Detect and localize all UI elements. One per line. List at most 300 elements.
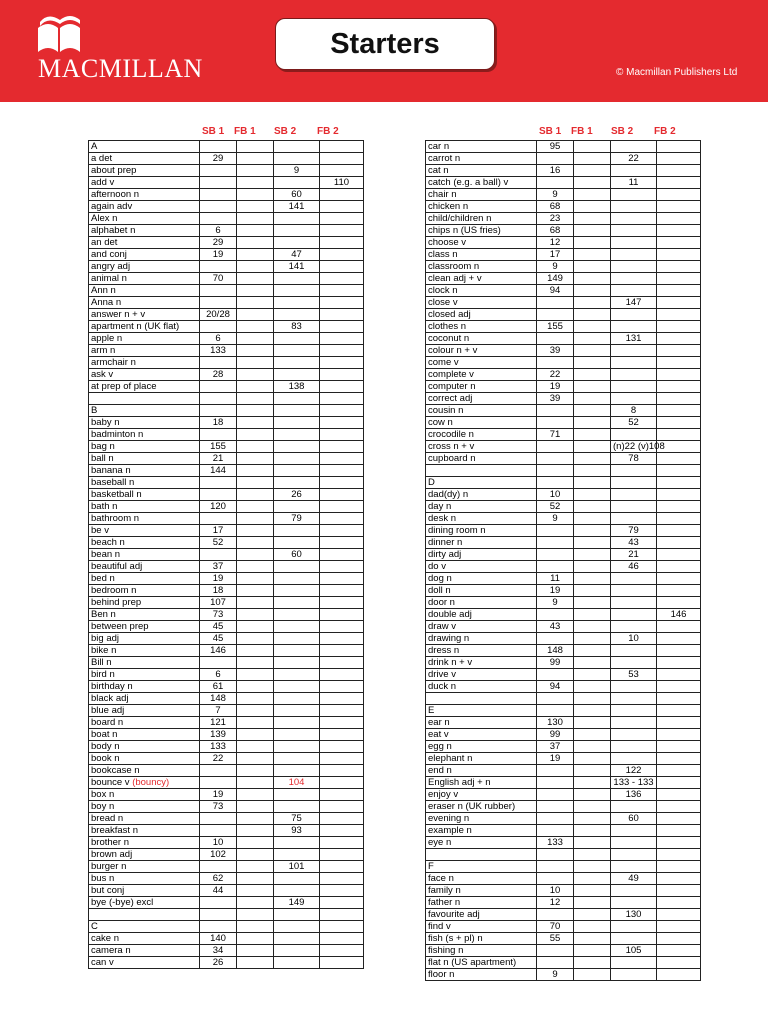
sb1-cell [200,513,237,525]
word-cell: board n [89,717,200,729]
sb2-cell [274,621,320,633]
table-row [89,669,364,681]
fb2-cell [320,189,364,201]
sb1-cell: 21 [200,453,237,465]
word-cell: Anna n [89,297,200,309]
word-cell: clean adj + v [426,273,537,285]
word-cell: bag n [89,441,200,453]
table-row [89,801,364,813]
fb1-cell [237,657,274,669]
fb1-cell [574,177,611,189]
sb1-cell: 10 [200,837,237,849]
word-cell: F [426,861,537,873]
sb2-cell: 49 [611,873,657,885]
sb1-cell: 55 [537,933,574,945]
word-cell: banana n [89,465,200,477]
sb2-cell: 26 [274,489,320,501]
fb1-cell [237,321,274,333]
word-cell: eat v [426,729,537,741]
word-cell: fishing n [426,945,537,957]
word-cell: dining room n [426,525,537,537]
word-cell: doll n [426,585,537,597]
sb2-cell [274,417,320,429]
table-row [426,669,701,681]
sb1-cell [537,537,574,549]
fb1-cell [237,885,274,897]
sb1-cell: 144 [200,465,237,477]
word-cell [426,465,537,477]
table-row [89,537,364,549]
table-row [89,777,364,789]
table-row [89,705,364,717]
sb1-cell [200,213,237,225]
sb2-cell [611,705,657,717]
fb1-cell [574,753,611,765]
fb1-cell [237,573,274,585]
fb1-cell [237,441,274,453]
fb1-cell [574,429,611,441]
fb1-cell [237,705,274,717]
word-cell: boy n [89,801,200,813]
sb2-cell [274,357,320,369]
book-pages-icon [36,16,106,56]
table-row [89,189,364,201]
word-cell: afternoon n [89,189,200,201]
fb2-cell [657,333,701,345]
sb1-cell: 99 [537,657,574,669]
fb2-cell [657,573,701,585]
fb1-cell [574,873,611,885]
table-row [89,381,364,393]
sb1-cell [537,825,574,837]
sb2-cell [274,873,320,885]
word-cell: drawing n [426,633,537,645]
word-cell: apple n [89,333,200,345]
table-row [89,861,364,873]
fb1-cell [574,609,611,621]
table-row [89,405,364,417]
table-row [426,333,701,345]
sb1-cell [200,909,237,921]
fb2-cell [657,777,701,789]
word-cell: an det [89,237,200,249]
fb1-cell [574,501,611,513]
sb2-cell [611,825,657,837]
sb2-cell [274,657,320,669]
fb1-cell [237,669,274,681]
word-cell: beach n [89,537,200,549]
sb1-cell [200,477,237,489]
sb1-cell: 133 [537,837,574,849]
sb2-cell: 133 - 133 [611,777,657,789]
word-cell: behind prep [89,597,200,609]
word-cell: drink n + v [426,657,537,669]
fb2-cell [657,501,701,513]
word-cell: cat n [426,165,537,177]
fb2-cell [657,309,701,321]
table-row [426,297,701,309]
table-row [426,453,701,465]
fb2-cell [657,153,701,165]
sb2-cell [611,681,657,693]
table-row [89,345,364,357]
macmillan-logo [36,16,203,86]
fb2-cell [320,297,364,309]
fb2-cell [657,921,701,933]
sb1-cell [200,381,237,393]
table-row [89,309,364,321]
fb1-cell [574,633,611,645]
table-row [426,897,701,909]
table-row [89,597,364,609]
table-row [426,357,701,369]
sb1-cell: 39 [537,393,574,405]
sb2-cell [274,585,320,597]
table-row [89,285,364,297]
table-row [426,525,701,537]
fb2-cell [657,657,701,669]
sb2-cell: 22 [611,153,657,165]
fb2-cell [657,669,701,681]
table-row [89,489,364,501]
sb1-cell: 130 [537,717,574,729]
word-cell: camera n [89,945,200,957]
fb2-cell [657,429,701,441]
fb2-cell [320,777,364,789]
sb1-cell: 45 [200,633,237,645]
sb1-cell: 19 [200,249,237,261]
fb2-cell [320,573,364,585]
fb2-cell [320,621,364,633]
sb2-cell [274,717,320,729]
fb1-cell [237,645,274,657]
fb2-cell [320,213,364,225]
word-cell: double adj [426,609,537,621]
sb1-cell [200,297,237,309]
sb1-cell [200,261,237,273]
word-cell: Ben n [89,609,200,621]
fb1-cell [237,429,274,441]
fb1-cell [574,585,611,597]
word-cell: beautiful adj [89,561,200,573]
fb2-cell [657,549,701,561]
fb2-cell [657,729,701,741]
sb2-cell [611,933,657,945]
fb1-cell [574,849,611,861]
sb1-cell [537,957,574,969]
word-cell: dad(dy) n [426,489,537,501]
word-cell: clock n [426,285,537,297]
sb1-cell [200,393,237,405]
fb2-cell [320,153,364,165]
word-cell: badminton n [89,429,200,441]
fb2-cell [320,561,364,573]
fb2-cell [320,141,364,153]
word-cell: come v [426,357,537,369]
col-header-sb1: SB 1 [202,126,225,137]
table-row [426,477,701,489]
sb1-cell: 107 [200,597,237,609]
fb2-cell [657,849,701,861]
fb1-cell [237,525,274,537]
fb2-cell [320,741,364,753]
sb1-cell: 99 [537,729,574,741]
sb2-cell [611,849,657,861]
sb2-cell [611,513,657,525]
sb2-cell [611,621,657,633]
fb2-cell [657,873,701,885]
word-cell: computer n [426,381,537,393]
word-cell: eye n [426,837,537,849]
table-row [426,417,701,429]
word-cell: brown adj [89,849,200,861]
sb2-cell [274,801,320,813]
fb2-cell [657,141,701,153]
fb2-cell [657,321,701,333]
sb2-cell [274,465,320,477]
fb2-cell [320,933,364,945]
fb1-cell [574,513,611,525]
fb1-cell [574,909,611,921]
word-cell: class n [426,249,537,261]
sb2-cell [274,153,320,165]
sb2-cell [611,381,657,393]
fb2-cell [320,729,364,741]
table-row [426,345,701,357]
table-row [89,933,364,945]
fb2-cell [657,417,701,429]
table-row [89,657,364,669]
table-row [89,885,364,897]
fb1-cell [237,309,274,321]
table-row [426,561,701,573]
sb2-cell [274,669,320,681]
table-row [89,453,364,465]
sb1-cell: 133 [200,345,237,357]
sb2-cell [274,765,320,777]
fb1-cell [574,441,611,453]
word-cell: chips n (US fries) [426,225,537,237]
fb2-cell [320,261,364,273]
sb2-cell: 21 [611,549,657,561]
sb1-cell: 148 [200,693,237,705]
word-cell: child/children n [426,213,537,225]
sb1-cell [537,453,574,465]
sb1-cell [200,813,237,825]
fb1-cell [574,369,611,381]
word-cell: colour n + v [426,345,537,357]
sb2-cell [274,633,320,645]
fb1-cell [574,489,611,501]
fb2-cell [657,717,701,729]
sb2-cell [274,573,320,585]
sb1-cell: 19 [537,585,574,597]
fb2-cell [320,909,364,921]
fb2-cell [657,357,701,369]
word-cell: bean n [89,549,200,561]
fb2-cell [320,489,364,501]
fb1-cell [237,789,274,801]
sb2-cell [274,945,320,957]
word-cell: complete v [426,369,537,381]
fb1-cell [574,465,611,477]
fb2-cell [320,537,364,549]
sb2-cell [611,309,657,321]
table-row [426,309,701,321]
table-row [426,549,701,561]
fb1-cell [574,741,611,753]
fb2-cell [320,921,364,933]
fb1-cell [574,717,611,729]
table-row [89,741,364,753]
sb2-cell [274,501,320,513]
sb2-cell: 43 [611,537,657,549]
word-cell: and conj [89,249,200,261]
fb1-cell [237,921,274,933]
sb1-cell [200,429,237,441]
table-row [426,369,701,381]
sb1-cell [537,801,574,813]
word-cell: baseball n [89,477,200,489]
fb2-cell [657,825,701,837]
table-row [89,873,364,885]
sb2-cell: 60 [611,813,657,825]
word-cell: ball n [89,453,200,465]
fb2-cell [657,585,701,597]
fb1-cell [237,273,274,285]
fb2-cell [320,897,364,909]
table-row [426,741,701,753]
fb2-cell [657,393,701,405]
fb1-cell [237,813,274,825]
sb2-cell [274,957,320,969]
table-row [426,921,701,933]
sb1-cell: 6 [200,333,237,345]
sb2-cell: 79 [611,525,657,537]
table-row [426,465,701,477]
sb1-cell [200,765,237,777]
table-row [89,645,364,657]
fb1-cell [574,345,611,357]
sb1-cell: 73 [200,801,237,813]
sb1-cell: 52 [200,537,237,549]
word-cell: classroom n [426,261,537,273]
sb2-cell: 130 [611,909,657,921]
fb1-cell [237,501,274,513]
fb2-cell [320,945,364,957]
sb1-cell [537,405,574,417]
word-cell: dirty adj [426,549,537,561]
sb2-cell [611,921,657,933]
fb1-cell [574,477,611,489]
word-cell: armchair n [89,357,200,369]
fb2-cell [657,813,701,825]
sb2-cell: 46 [611,561,657,573]
table-row [89,261,364,273]
sb2-cell [611,261,657,273]
word-cell [426,693,537,705]
sb1-cell [200,861,237,873]
sb1-cell: 71 [537,429,574,441]
table-row [426,873,701,885]
fb2-cell [320,309,364,321]
word-cell: find v [426,921,537,933]
sb2-cell [274,789,320,801]
word-cell: breakfast n [89,825,200,837]
sb1-cell: 17 [537,249,574,261]
fb2-cell [320,249,364,261]
sb1-cell [200,921,237,933]
fb1-cell [237,753,274,765]
fb2-cell [657,789,701,801]
fb1-cell [574,813,611,825]
word-cell: C [89,921,200,933]
sb1-cell: 12 [537,897,574,909]
sb1-cell [200,141,237,153]
sb2-cell [274,441,320,453]
fb1-cell [574,333,611,345]
sb2-cell [274,213,320,225]
sb1-cell [200,357,237,369]
fb1-cell [574,309,611,321]
word-cell: carrot n [426,153,537,165]
sb1-cell [537,609,574,621]
sb1-cell: 6 [200,225,237,237]
table-row [426,573,701,585]
fb2-cell [320,753,364,765]
col-header-fb2: FB 2 [654,126,676,137]
sb1-cell: 68 [537,201,574,213]
table-row [426,801,701,813]
sb1-cell: 37 [200,561,237,573]
fb1-cell [237,153,274,165]
fb2-cell [320,705,364,717]
word-cell: angry adj [89,261,200,273]
table-row [89,213,364,225]
table-row [89,573,364,585]
word-cell: arm n [89,345,200,357]
word-cell: blue adj [89,705,200,717]
word-cell: English adj + n [426,777,537,789]
sb2-cell [611,321,657,333]
sb2-cell: 10 [611,633,657,645]
fb2-cell [320,345,364,357]
fb1-cell [237,477,274,489]
sb1-cell [537,525,574,537]
fb2-cell [657,489,701,501]
sb2-cell [611,597,657,609]
fb2-cell: 146 [657,609,701,621]
fb1-cell [574,561,611,573]
page-title: Starters [275,18,495,70]
sb1-cell [537,669,574,681]
fb1-cell [574,885,611,897]
fb2-cell [657,645,701,657]
table-row [89,549,364,561]
word-list-right [425,126,701,981]
col-header-fb2: FB 2 [317,126,339,137]
fb2-cell [320,825,364,837]
fb2-cell [320,813,364,825]
table-row [426,765,701,777]
sb1-cell [200,897,237,909]
fb1-cell [237,945,274,957]
col-header-sb1: SB 1 [539,126,562,137]
fb1-cell [237,369,274,381]
table-row [426,885,701,897]
table-row [89,141,364,153]
fb1-cell [237,825,274,837]
